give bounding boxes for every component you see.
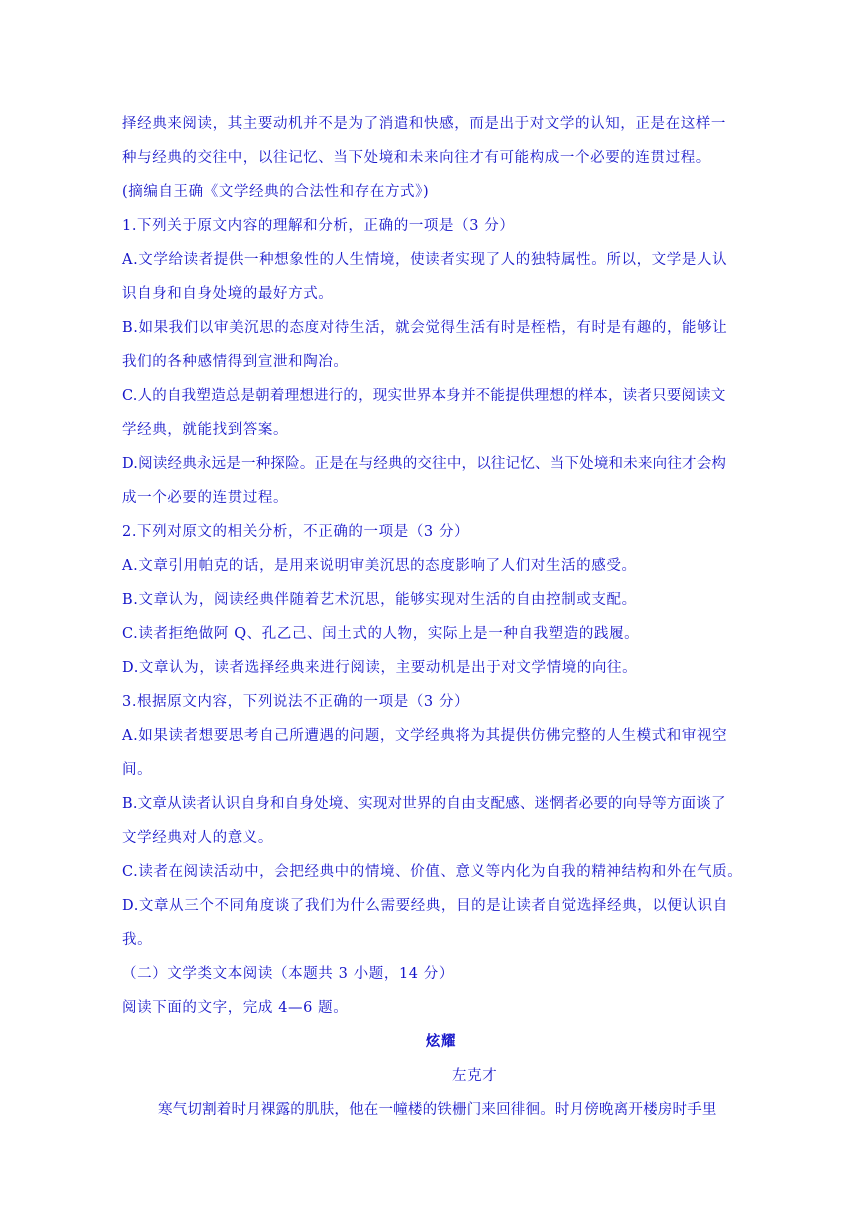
option-2c: C.读者拒绝做阿 Q、孔乙己、闰土式的人物，实际上是一种自我塑造的践履。: [122, 626, 640, 642]
question-3: 3.根据原文内容，下列说法不正确的一项是（3 分）: [122, 694, 470, 710]
option-2a: A.文章引用帕克的话，是用来说明审美沉思的态度影响了人们对生活的感受。: [122, 558, 637, 574]
instruction: 阅读下面的文字，完成 4—6 题。: [122, 1000, 349, 1016]
option-3d-cont: 我。: [122, 932, 153, 948]
option-1c-cont: 学经典，就能找到答案。: [122, 422, 289, 438]
option-3a-cont: 间。: [122, 762, 153, 778]
text-line: 择经典来阅读，其主要动机并不是为了消遣和快感，而是出于对文学的认知，正是在这样一: [122, 116, 726, 132]
option-2b: B.文章认为，阅读经典伴随着艺术沉思，能够实现对生活的自由控制或支配。: [122, 592, 637, 608]
option-3b-cont: 文学经典对人的意义。: [122, 830, 273, 846]
source-citation: (摘编自王确《文学经典的合法性和存在方式》): [122, 184, 430, 200]
option-3b: B.文章从读者认识自身和自身处境、实现对世界的自由支配感、迷惘者必要的向导等方面谈了: [122, 796, 726, 812]
question-1: 1.下列关于原文内容的理解和分析，正确的一项是（3 分）: [122, 218, 515, 234]
option-3d: D.文章从三个不同角度谈了我们为什么需要经典，目的是让读者自觉选择经典，以便认识自: [122, 898, 728, 914]
story-author: 左克才: [452, 1068, 498, 1084]
option-1c: C.人的自我塑造总是朝着理想进行的，现实世界本身并不能提供理想的样本，读者只要阅读文: [122, 388, 726, 404]
option-3c: C.读者在阅读活动中，会把经典中的情境、价值、意义等内化为自我的精神结构和外在气质。: [122, 864, 743, 880]
text-line: 种与经典的交往中，以往记忆、当下处境和未来向往才有可能构成一个必要的连贯过程。: [122, 150, 711, 166]
question-2: 2.下列对原文的相关分析，不正确的一项是（3 分）: [122, 524, 470, 540]
section-heading: （二）文学类文本阅读（本题共 3 小题，14 分）: [122, 966, 455, 982]
option-1d-cont: 成一个必要的连贯过程。: [122, 490, 289, 506]
story-title: 炫耀: [425, 1033, 457, 1050]
story-paragraph: 寒气切割着时月裸露的肌肤，他在一幢楼的铁栅门来回徘徊。时月傍晚离开楼房时手里: [158, 1102, 717, 1118]
option-1b-cont: 我们的各种感情得到宣泄和陶冶。: [122, 354, 349, 370]
document-page: [122, 107, 742, 1127]
option-1a-cont: 识自身和自身处境的最好方式。: [122, 286, 334, 302]
option-1a: A.文学给读者提供一种想象性的人生情境，使读者实现了人的独特属性。所以，文学是人认: [122, 252, 728, 268]
option-1b: B.如果我们以审美沉思的态度对待生活，就会觉得生活有时是桎梏，有时是有趣的，能够让: [122, 320, 728, 336]
option-3a: A.如果读者想要思考自己所遭遇的问题，文学经典将为其提供仿佛完整的人生模式和审视空: [122, 728, 728, 744]
option-1d: D.阅读经典永远是一种探险。正是在与经典的交往中，以往记忆、当下处境和未来向往才会构: [122, 456, 727, 472]
option-2d: D.文章认为，读者选择经典来进行阅读，主要动机是出于对文学情境的向往。: [122, 660, 638, 676]
